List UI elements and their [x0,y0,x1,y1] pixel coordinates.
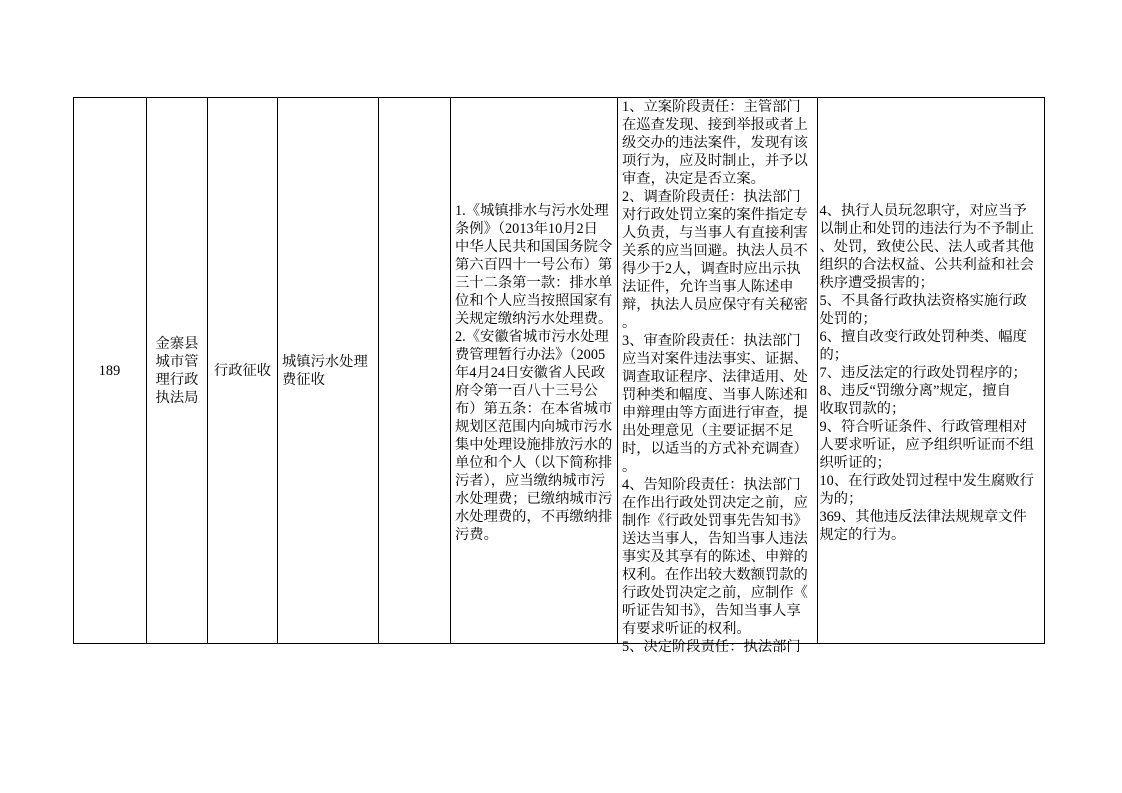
responsibility-line: 审查，决定是否立案。 [622,171,765,187]
responsibility-line: 罚种类和幅度、当事人陈述和 [622,387,808,403]
responsibility-line: 级交办的违法案件，发现有该 [622,135,808,151]
responsibility-line: 对行政处罚立案的案件指定专 [622,207,808,223]
responsibility-line: 调查取证程序、法律适用、处 [622,369,808,385]
legal-basis-line: 2.《安徽省城市污水处理 [455,328,609,345]
cell-sub-item [378,97,450,644]
responsibility-line: 送达当事人，告知当事人违法 [622,531,808,547]
table-row [73,97,1045,655]
accountability-line: 收取罚款的； [819,400,906,417]
responsibility-line: 4、告知阶段责任：执法部门 [622,477,801,493]
accountability-line: 人要求听证，应予组织听证而不组 [819,436,1034,453]
item-name-line: 费征收 [282,371,325,388]
responsibility-line: 法证件，允许当事人陈述申 [622,279,794,295]
item-name-line: 城镇污水处理 [282,353,368,370]
legal-basis-line: 单位和个人（以下简称排 [455,454,613,471]
responsibility-line: 申辩理由等方面进行审查，提 [622,405,808,421]
responsibility-line: 在作出行政处罚决定之前，应 [622,495,808,511]
responsibility-line: 行政处罚决定之前，应制作《 [622,585,808,601]
responsibility-line: 有要求听证的权利。 [622,621,751,637]
responsibility-line: 出处理意见（主要证据不足 [622,423,794,439]
responsibility-line: 权利。在作出较大数额罚款的 [622,567,808,583]
responsibility-line: 5、决定阶段责任：执法部门 [622,639,801,655]
responsibility-line: 听证告知书》，告知当事人享 [622,603,801,619]
cell-item-name [277,97,378,644]
department-line: 城市管 [155,353,199,370]
accountability-line: 7、违反法定的行政处罚程序的； [819,364,1027,381]
accountability-line: 6、擅自改变行政处罚种类、幅度 [819,328,1027,345]
accountability-line: 的； [819,346,849,363]
accountability-line: 组织的合法权益、公共利益和社会 [819,256,1034,273]
responsibility-line: 人负责，与当事人有直接利害 [622,225,808,241]
accountability-line: 、处罚，致使公民、法人或者其他 [819,238,1034,255]
accountability-line: 5、不具备行政执法资格实施行政 [819,292,1027,309]
legal-basis-line: 污者），应当缴纳城市污 [455,472,606,489]
responsibility-line: 项行为，应及时制止，并予以 [622,153,808,169]
responsibility-line: 事实及其享有的陈述、申辩的 [622,549,808,565]
responsibility-line: 在巡查发现、接到举报或者上 [622,117,808,133]
responsibility-line: 2、调查阶段责任：执法部门 [622,189,801,205]
legal-basis-line: 第六百四十一号公布）第 [455,256,613,273]
cell-responsibility [617,97,817,655]
responsibility-line: 得少于2人，调查时应出示执 [622,261,801,277]
cell-department [146,97,207,644]
responsibility-line: 1、立案阶段责任：主管部门 [622,99,801,115]
responsibility-line: 。 [622,315,637,331]
accountability-line: 为的； [819,490,863,507]
cell-accountability [817,97,1045,644]
legal-basis-line: 费管理暂行办法》（2005 [455,346,606,363]
accountability-line: 规定的行为。 [819,526,906,543]
legal-basis-line: 规划区范围内向城市污水 [455,418,613,435]
accountability-line: 以制止和处罚的违法行为不予制止 [819,220,1034,237]
legal-basis-line: 条例》（2013年10月2日 [455,220,598,237]
cell-category [207,97,277,644]
row-number: 189 [98,362,121,379]
accountability-line: 369、其他违反法律法规规章文件 [819,508,1027,525]
legal-basis-line: 中华人民共和国国务院令 [455,238,613,255]
legal-basis-line: 污费。 [455,526,498,543]
legal-basis-line: 布）第五条：在本省城市 [455,400,613,417]
legal-basis-line: 1.《城镇排水与污水处理 [455,202,609,219]
legal-basis-line: 关规定缴纳污水处理费。 [455,310,613,327]
legal-basis-line: 年4月24日安徽省人民政 [455,364,606,381]
legal-basis-line: 位和个人应当按照国家有 [455,292,613,309]
accountability-line: 10、在行政处罚过程中发生腐败行 [819,472,1034,489]
cell-legal-basis [450,97,617,644]
responsibility-line: 3、审查阶段责任：执法部门 [622,333,801,349]
responsibility-line: 辩，执法人员应保守有关秘密 [622,297,808,313]
department-line: 理行政 [155,371,199,388]
responsibility-line: 制作《行政处罚事先告知书》 [622,513,808,529]
responsibility-line: 。 [622,459,637,475]
legal-basis-line: 水处理费的，不再缴纳排 [455,508,613,525]
accountability-line: 8、违反“罚缴分离”规定，擅自 [819,382,1011,399]
accountability-line: 秩序遭受损害的； [819,274,934,291]
department-line: 执法局 [155,389,199,406]
responsibility-line: 关系的应当回避。执法人员不 [622,243,808,259]
department-line: 金寨县 [155,335,199,352]
category-text: 行政征收 [213,362,272,379]
legal-basis-line: 集中处理设施排放污水的 [455,436,613,453]
responsibility-line: 时，以适当的方式补充调查） [622,441,808,457]
cell-row-number [73,97,146,644]
legal-basis-line: 府令第一百八十三号公 [455,382,598,399]
accountability-line: 织听证的； [819,454,891,471]
legal-basis-line: 三十二条第一款：排水单 [455,274,613,291]
accountability-line: 处罚的； [819,310,877,327]
accountability-line: 4、执行人员玩忽职守，对应当予 [819,202,1027,219]
responsibility-line: 应当对案件违法事实、证据、 [622,351,808,367]
accountability-line: 9、符合听证条件、行政管理相对 [819,418,1027,435]
legal-basis-line: 水处理费；已缴纳城市污 [455,490,613,507]
